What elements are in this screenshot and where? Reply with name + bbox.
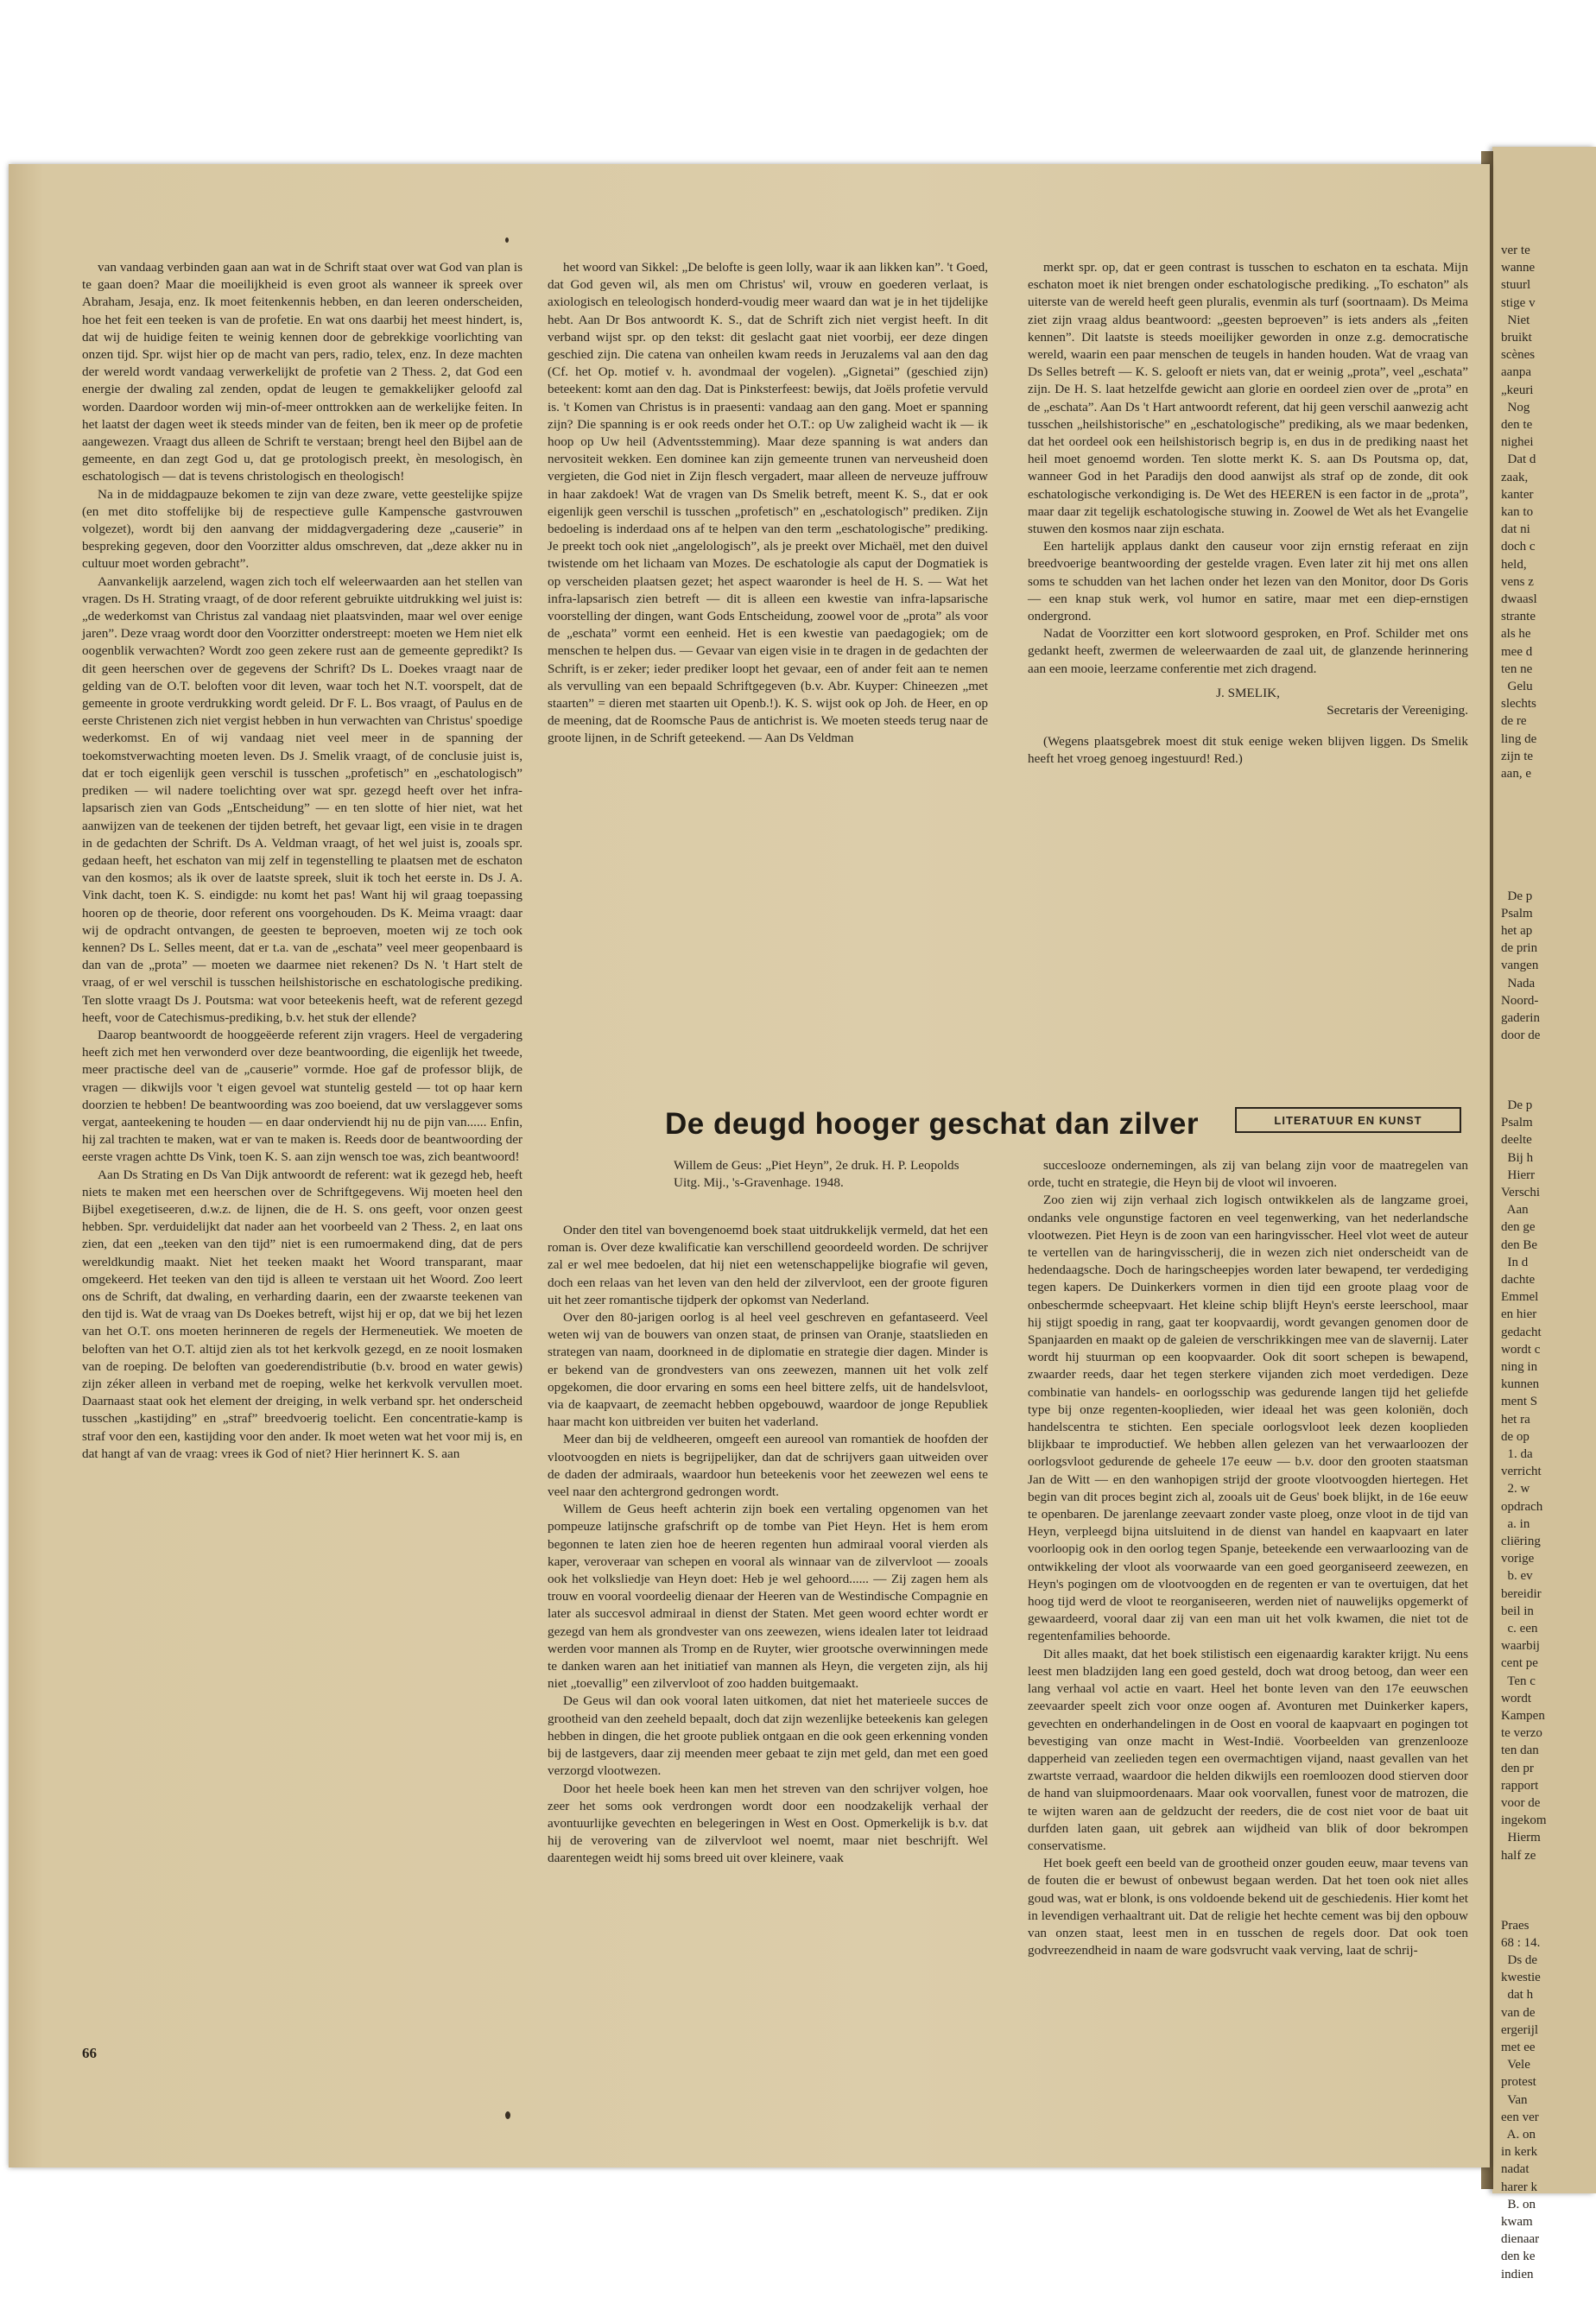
paragraph: Het boek geeft een beeld van de grootheid onzer gouden eeuw, maar tevens van de fouten die er bewust of onbewust begaan werden. Dat het toen ook niet alles goud was, wat er blonk, is ons voldoende bekend uit de geschiedenis. Hier komt het in levendigen verhaaltrant uit. Dat de religie het hechte cement was bij den opbouw van onzen staat, leest men in en tusschen de regels door. Dat ook toen godvreezendheid in naam de ware godsvrucht vaak verving, laat de schrij-: [1028, 1856, 1468, 1958]
paragraph: Meer dan bij de veldheeren, omgeeft een aureool van romantiek de hoofden der vlootvoogden en niets is begrijpelijker, dan dat de schrijvers gaan uitweiden over de daden der admiraals, waardoor hun beteekenis voor het zeewezen wel eens te veel naar den achtergrond gedrongen wordt.: [548, 1432, 988, 1500]
page-mark: [505, 237, 509, 243]
paragraph: Nadat de Voorzitter een kort slotwoord gesproken, en Prof. Schilder met ons gedankt heeft, zwermen de weleerwaarden de zaal uit, de glanzende herinnering aan een mooie, leerzame conferentie met zich dragend.: [1028, 626, 1468, 676]
paragraph: Willem de Geus heeft achterin zijn boek een vertaling opgenomen van het pompeuze latijnsche grafschrift op de tombe van Piet Heyn. Het is hem erom begonnen te laten zien hoe de heeren regenten hun admiraal vooral vierden als kaper, veroveraar van schepen en vooral als winnaar van de zilvervloot — zooals ook het volksliedje van Heyn doet: Heb je wel gehoord...... — Zij zagen hem als trouw en vooral voordeelig dienaar der Heeren van de Westindische Compagnie en later als succesvol admiraal in dienst der Staten. Met geen woord echter wordt er gezegd van hem als grondvester van ons zeewezen, wiens idealen later tot leidraad werden voor mannen als Tromp en de Ruyter, wier grootsche overwinningen mede te danken waren aan het initiatief van mannen als Heyn, die vergeten zijn, als hij niet „toevallig” een zilvervloot of zoo hadden buitgemaakt.: [548, 1502, 988, 1692]
paragraph: Daarop beantwoordt de hooggeëerde referent zijn vragers. Heel de vergadering heeft zich met hen verwonderd over deze beantwoording, die eigenlijk het tweede, meer practische deel van de „causerie” vormde. Hoe gaf de professor blijk, de vragen — dikwijls voor 't eigen gevoel wat stuntelig gesteld — tot op haar kern doorzien te hebben! De beantwoording was zoo boeiend, dat uw verslaggever soms vergat, aanteekening te houden — en daar onderviendt hij nu de pijn van...... Enfin, hij zal trachten te maken, wat er van te maken is. Reeds door de beantwoording der eerste vragen achtte Ds Vink, toen K. S. aan zijn wensch toe was, zich beantwoord!: [82, 1027, 522, 1165]
paragraph: Door het heele boek heen kan men het streven van den schrijver volgen, hoe zeer het soms ook verdrongen wordt door een noodzakelijk verhaal der avontuurlijke gevechten en belegeringen in West en Oost. Opmerkelijk is b.v. dat hij de verovering van de zilvervloot wel noemt, maar niet beschrijft. Wel daarentegen weidt hij soms breed uit over kleinere, vaak: [548, 1781, 988, 1866]
column-review-right: [1028, 1157, 1468, 2003]
paragraph: merkt spr. op, dat er geen contrast is tusschen to eschaton en ta eschata. Mijn eschaton moet ik niet brengen onder eschatologische prediking. „To eschaton” als uiterste van de wereld heeft geen pluralis, evenmin als turf (soortnaam). Ds Meima ziet zijn vraag aldus beantwoord: „geesten beproeven” is iets anders als „feiten kennen”. Dit laatste is steeds moeilijker geworden in onze z.g. democratische wereld, waarin een paar menschen de teugels in handen houden. Wat de vraag van Ds Selles betreft — K. S. gelooft er niets van, dat er weinig „prota”, veel „eschata” zijn. De H. S. laat hetzelfde gewicht aan glorie en oordeel zien over de „prota” en de „eschata”. Aan Ds 't Hart antwoordt referent, dat hij geen verschil aanwezig acht tusschen „heilshistorische” en „eschatologische” prediking, als we maar bedenken, dat het oordeel ook een heilshistorisch begrip is, en dus in de prediking naast het heil moet genoemd worden. Ten slotte merkt K. S. aan Ds Poutsma op, dat, wanneer God in het Paradijs den dood aanwijst als straf op de zonde, dit ook eschatologische verkondiging is. De Wet des HEEREN is een factor in de „prota”, maar daar zit tegelijk eschatologische stuwing in. Zoowel de Wet als het Evangelie stuwen den kosmos naar zijn eschata.: [1028, 260, 1468, 537]
paragraph: Zoo zien wij zijn verhaal zich logisch ontwikkelen als de langzame groei, ondanks vele ongunstige factoren en veel tegenwerking, van het nederlandsche vlootwezen. Piet Heyn is de zoon van een haringvisscher. Heel vlot weet de auteur te vertellen van de haringvisscherij, die in wezen zich niet onderscheidt van de hedendaagsche. Doch de haringscheepjes worden later bewapend, ter verdediging tegen kapers. De Duinkerkers vormen in dien tijd een groote plaag voor de onbeschermde scheepvaart. Het kleine schip blijft Heyn's eerste leerschool, maar hij stijgt spoedig in rang, gaat ter koopvaardij, wordt gevangen genomen door de Spanjaarden en maakt op de galeien de verschrikkingen mee van de slavernij. Later wordt hij stuurman op een koopvaarder. Ook dit soort schepen is bewapend, zwaarder reeds, daar het tegen sterkere vijanden zich moet verdedigen. Deze combinatie van handels- en oorlogsschip was gedurende langen tijd het geliefde type bij onze regenten-kooplieden, wier ideaal het was geen koloniën, doch handelscentra te stichten. Een speciale oorlogsvloot leek dezen kooplieden blijkbaar te improductief. We hebben allen gelezen van het verwaarloozen der oorlogsvloot gedurende de geheele 17e eeuw — b.v. door den grooten staatsman Jan de Witt — en den wanhopigen strijd der groote vlootvoogden hiertegen. Het begin van dit proces begint zich al, zooals uit de Geus' boek blijkt, in de 16e eeuw te openbaren. De jarenlange zeevaart zonder vaste ploeg, onze vloot in de tijd van Heyn, verpleegd bijna uitsluitend in de dienst van handel en kaapvaart en later voorloopig ook in den oorlog tegen Spanje, beteekende een verwaarloozing van de ontwikkeling der vloot als voorwaarde van een goed georganiseerd zeewezen, en Heyn's pogingen om de vlootvoogden en de regenten er van te overtuigen, dat het hoog tijd werd de vloot te reorganiseeren, werden niet of nauwelijks opgemerkt of gewaardeerd, vooral daar zij van een man uit het volk kwamen, die niet tot de regentenfamilies behoorde.: [1028, 1193, 1468, 1644]
paragraph: Een hartelijk applaus dankt den causeur voor zijn ernstig referaat en zijn breedvoerige beantwoording der gestelde vragen. Even later zit hij met ons allen soms te schudden van het lachen onder het lezen van den Monitor, door Ds Goris — een knap stuk werk, vol humor en satire, maar met een diep-ernstigen ondergrond.: [1028, 539, 1468, 624]
column-report-left: [82, 259, 522, 2003]
adjacent-page: [1492, 147, 1596, 2281]
paragraph: Onder den titel van bovengenoemd boek staat uitdrukkelijk vermeld, dat het een roman is. Over deze kwalificatie kan verschillend geoordeeld worden. De schrijver zal er wel mee bedoelen, dat hij niet een wetenschappelijke biografie wil geven, doch een relaas van het leven van den held der zilvervloot, een der groote figuren uit het zeer romantische tijdperk der opkomst van Nederland.: [548, 1223, 988, 1307]
paragraph: succeslooze ondernemingen, als zij van belang zijn voor de maatregelen van orde, tucht en strategie, die Heyn bij de vloot wil invoeren.: [1028, 1158, 1468, 1191]
paragraph: Dit alles maakt, dat het boek stilistisch een eigenaardig karakter krijgt. Nu eens leest men bladzijden lang een goed gesteld, doch wat droog betoog, dan weer een lang verhaal vol actie en vaart. Heel het bonte leven van den 17e eeuwschen zeevaarder speelt zich voor onze oogen af. Avonturen met Duinkerker kapers, gevechten en onderhandelingen in de Oost en vooral de kaapvaart en pogingen tot bevestiging van onze macht in West-Indië. Voorbeelden van grenzenlooze dapperheid van zeelieden tegen een overmachtigen vijand, naast gevallen van het zwartste verraad, waardoor die helden dikwijls een roemloozen dood stierven door de hand van sluipmoordenaars. Maar ook voorvallen, funest voor de matrozen, die te wijten waren aan de geldzucht der reeders, die de cost niet voor de baat uit durfden laten gaan, uit gebrek aan wijdheid van blik of door bekrompen conservatisme.: [1028, 1646, 1468, 1853]
page-mark: [505, 2111, 510, 2119]
paragraph: Aanvankelijk aarzelend, wagen zich toch elf weleerwaarden aan het stellen van vragen. Ds H. Strating vraagt, of de door referent gebruikte uitdrukking wel juist is: „de wederkomst van Christus zal vandaag niet plaatsvinden, maar wel over eenige jaren”. Deze vraag wordt door den Voorzitter onderstreept: moeten we Hem niet elk oogenblik verwachten? Wordt zoo geen zekere rust aan de gemeente gepredikt? Is dit geen heerschen over de gegevens der Schrift? Ds L. Doekes vraagt naar de gelding van de O.T. beloften voor dit leven, waar toch het N.T. voorspelt, dat de gemeente in groote verdrukking wordt geleid. Dr F. L. Bos vraagt, of Paulus en de eerste Christenen zich niet vergist hebben in hun verwachten van Christus' spoedige wederkomst. En of wij vandaag niet veel meer in de spanning der toekomstverwachting moeten leven. Ds J. Smelik vraagt, of de conclusie juist is, dat er toch eigenlijk geen verschil is tusschen „profetisch” en „eschatologisch” prediken — wil nadere toelichting over wat spr. gezegd heeft over het infra-lapsarisch zien van Gods „Entscheidung” — en ten slotte of hier niet, wat het aanwijzen van de teekenen der tijden betreft, het gevaar ligt, een visie in te dragen in de gedachten der Schrift. Ds A. Veldman vraagt, of het wel juist is, zooals spr. gedaan heeft, het eschaton van mij zelf in tegenstelling te plaatsen met de eschaton van den kosmos; als ik over de laatste spreek, sluit ik toch het eerste in. Ds J. A. Vink dacht, toen K. S. eindigde: nu komt het pas! Want hij wil graag toepassing hooren op de theorie, door referent ons voorgehouden. Ds K. Meima vraagt: daar wij de opdracht ontvangen, de geesten te beproeven, moeten wij ze toch ook kennen? Ds L. Selles meent, dat er t.a. van de „eschata” veel meer geopenbaard is dan van de „prota” — moeten we daarmee niet rekenen? Ds N. 't Hart stelt de vraag, of er wel verschil is tusschen heilshistorische en eschatologische prediking. Ten slotte vraagt Ds J. Poutsma: wat voor beteekenis heeft, wat de referent gezegd heeft, voor de Catechismus-prediking, b.v. het stuk der ellende?: [82, 573, 522, 1025]
paragraph: Aan Ds Strating en Ds Van Dijk antwoordt de referent: wat ik gezegd heb, heeft niets te maken met een heerschen over de Schriftgegevens. Wij moeten heel den Bijbel exegetiseeren, d.w.z. de lijnen, die de H. S. ons geeft, voor onzen geest hebben. Spr. verduidelijkt dat nader aan het voorbeeld van 2 Thess. 2, en laat ons zien, dat een „teeken van den tijd” niet is een rumoermakend ding, dat de pers wereldkundig maakt. Niet het teeken maakt het Woord transparant, maar omgekeerd. Het teeken van den tijd is alleen te verstaan uit het Woord. Zoo leert ons de Schrift, dat dwaling, en verharding daarin, een der zwaarste teekenen van den tijd is. Wat de vraag van Ds Doekes betreft, wijst hij er op, dat we bij het lezen van het O.T. ons moeten herinneren de regels der Hermeneutiek. We moeten de beloften van het O.T. altijd zien als tot het kerkvolk gezegd, en ze nooit losmaken van de roeping. De beloften van goederendistributie (b.v. brood en water gewis) zijn zéker alleen in verband met de roeping, welke het kerkvolk vervullen moet. Daarnaast staat ook het element der dreiging, in welk verband spr. het onderscheid tusschen „kastijding” en „straf” breedvoerig toelicht. Een concentratie-kamp is straf voor den een, kastijding voor den ander. Ik moet weten wat het voor mij is, en dat hangt af van de vraag: vrees ik God of niet? Hier herinnert K. S. aan: [82, 1167, 522, 1461]
signature-role: Secretaris der Vereeniging.: [1327, 703, 1468, 718]
editor-note: (Wegens plaatsgebrek moest dit stuk eenige weken blijven liggen. Ds Smelik heeft het vroeg genoeg ingestuurd! Red.): [1028, 734, 1468, 767]
newspaper-page: [9, 164, 1490, 2167]
article-headline: De deugd hooger geschat dan zilver: [665, 1107, 1199, 1141]
page-number: 66: [82, 2045, 97, 2061]
adjacent-page-text: ver te wanne stuurl stige v Niet bruikt scènes aanpa „keuri Nog den te nighei Dat d zaak, kanter kan to dat ni doch c held, vens z dwaasl strante als he mee d ten ne Gelu slechts de re ling de zijn te aan, e De p Psalm het ap de prin vangen Nada Noord- gaderin door de De p Psalm deelte Bij h Hierr Verschi Aan den ge den Be In d dachte Emmel en hier gedacht wordt c ning in kunnen ment S het ra de op 1. da verricht 2. w opdrach a. in cliëring vorige b. ev bereidir beil in c. een waarbij cent pe Ten c wordt Kampen te verzo ten dan den pr rapport voor de ingekom Hierm half ze Praes 68 : 14. Ds de kwestie dat h van de ergerijl met ee Vele protest Van een ver A. on in kerk nadat harer k B. on kwam dienaar den ke indien: [1501, 244, 1547, 2281]
paragraph: De Geus wil dan ook vooral laten uitkomen, dat niet het materieele succes de grootheid van den zeeheld bepaalt, doch dat zijn wezenlijke beteekenis kan gelegen hebben in dingen, die het groote publiek ontgaan en die ook geen erkenning vonden bij de lastgevers, daar zij meenden meer gebaat te zijn met geld, dan met een goed verzorgd vlootwezen.: [548, 1693, 988, 1779]
column-report-middle: [548, 259, 988, 1054]
paragraph: Over den 80-jarigen oorlog is al heel veel geschreven en gefantaseerd. Veel weten wij van de bouwers van onzen staat, de prinsen van Oranje, staatslieden en strategen van naam, doorkneed in de diplomatie en strategie dier dagen. Minder is er bekend van de grondvesters van ons zeewezen, mannen uit het volk zelf opgekomen, die door ervaring en soms een heel bittere zelfs, uit de handelsvloot, via de kaapvaart, de zeemacht hebben opgebouwd, waardoor de jonge Republiek haar macht kon uitbreiden ver buiten het vaderland.: [548, 1310, 988, 1430]
signature-name: J. SMELIK,: [1216, 685, 1280, 700]
paragraph: van vandaag verbinden gaan aan wat in de Schrift staat over wat God van plan is te gaan doen? Maar die moeilijkheid is even groot als wanneer ik spreek over Abraham, Jesaja, enz. Ik moet feitenkennis hebben, en dan leeren onderscheiden, hoe het feit een teeken is van de profetie. En wat ons daarbij het meest hindert, is, dat wij de huidige feiten te weinig kennen door de gebrekkige voorlichting van onzen tijd. Spr. wijst hier op de macht van pers, radio, telex, enz. In deze machten der wereld wordt vandaag verwerkelijkt de profetie van 2 Thess. 2, dat God een energie der dwaling zal zenden, opdat de leugen te gemakkelijker geloofd zal worden. Daardoor worden wij min-of-meer onttrokken aan de werkelijke feiten. In het laatst der dagen weet ik steeds minder van de feiten, ben ik meer op de profetie aangewezen. Vraagt dus alleen de Schrift te verstaan; brengt heel den Bijbel aan de gemeente, en dan zegt God u, dat ge protologisch preekt, èn mesologisch, èn eschatologisch — dat is tevens christologisch en theologisch!: [82, 260, 522, 484]
paragraph: het woord van Sikkel: „De belofte is geen lolly, waar ik aan likken kan”. 't Goed, dat God geven wil, als men om Christus' wil, vrouw en goederen verlaat, is axiologisch en teleologisch honderd-voudig meer waard dan wat je in het tijdelijke hebt. Aan Dr Bos antwoordt K. S., dat de Schrift zich niet vergist heeft. In dit verband wijst spr. op den tekst: dit geslacht gaat niet voorbij, eer deze dingen geschied zijn. Die catena van onheilen kwam reeds in Jeruzalems val aan den dag (Cf. het Op. motief v. h. avondmaal der vogelen). „Gignetai” (geschied zijn) beteekent: komt aan den dag. Dat is Pinksterfeest: bewijs, dat Joëls profetie vervuld is. 't Komen van Christus is in praesenti: vandaag aan den gang. Moet er spanning zijn? Die spanning is er ook reeds onder het O.T.: op Uw zaligheid wacht ik — ik hoop op Uw heil (Adventsstemming). Maar deze spanning is wat anders dan nervositeit wekken. Een dominee kan zijn gemeente trunen van nerveusheid doen vergieten, die God niet in Zijn flesch vergadert, maar alleen de nerveuze juffrouw in haar zakdoek! Wat de vragen van Ds Smelik betreft, meent K. S., dat er ook eigenlijk geen verschil is tusschen „profetisch” en „eschatologisch” prediken. Zijn bedoeling is inderdaad ons af te helpen van den term „eschatologische” prediking. Je preekt toch ook niet „angelologisch”, als je preekt over Michaël, met den duivel twistende om het lichaam van Mozes. De eschatologie als caput der Dogmatiek is op verscheiden plaatsen gezet; het aspect waaronder is heel de H. S. — Wat het infra-lapsarisch zien betreft — dit is alleen een kwestie van infra-lapsarische voorstelling der dingen, want Gods Entscheidung, zoowel voor de „prota” als voor de „eschata” vormt een eenheid. Het is een kwestie van paedagogiek; om de menschen te helpen dus. — Gevaar van eigen visie in te dragen in de gedachten der Schrift, is er zeker; ieder prediker loopt het gevaar, een of ander feit aan te nemen als vervulling van een bepaald Schriftgegeven (b.v. Abr. Kuyper: Chineezen „met staarten” = dieren met staarten uit Openb.!). K. S. wijst ook op Joh. de Heer, en op de meening, dat de Roomsche Paus de antichrist is. We moeten steeds terug naar de groote lijnen, in de Schrift geteekend. — Aan Ds Veldman: [548, 260, 988, 746]
section-label: LITERATUUR EN KUNST: [1235, 1107, 1461, 1133]
column-review-left: [548, 1222, 988, 2003]
column-report-right: [1028, 259, 1468, 1166]
paragraph: Na in de middagpauze bekomen te zijn van deze zware, vette geestelijke spijze (en met dito stoffelijke bij de respectieve gulle Kampensche gastvrouwen volgezet), wordt bij den aanvang der middagvergadering deze „causerie” in bespreking gegeven, door den Voorzitter aldus omschreven, dat „deze akker nu in cultuur moet worden gebracht”.: [82, 486, 522, 572]
book-info: Willem de Geus: „Piet Heyn”, 2e druk. H. P. Leopolds Uitg. Mij., 's-Gravenhage. 1948.: [674, 1158, 960, 1191]
